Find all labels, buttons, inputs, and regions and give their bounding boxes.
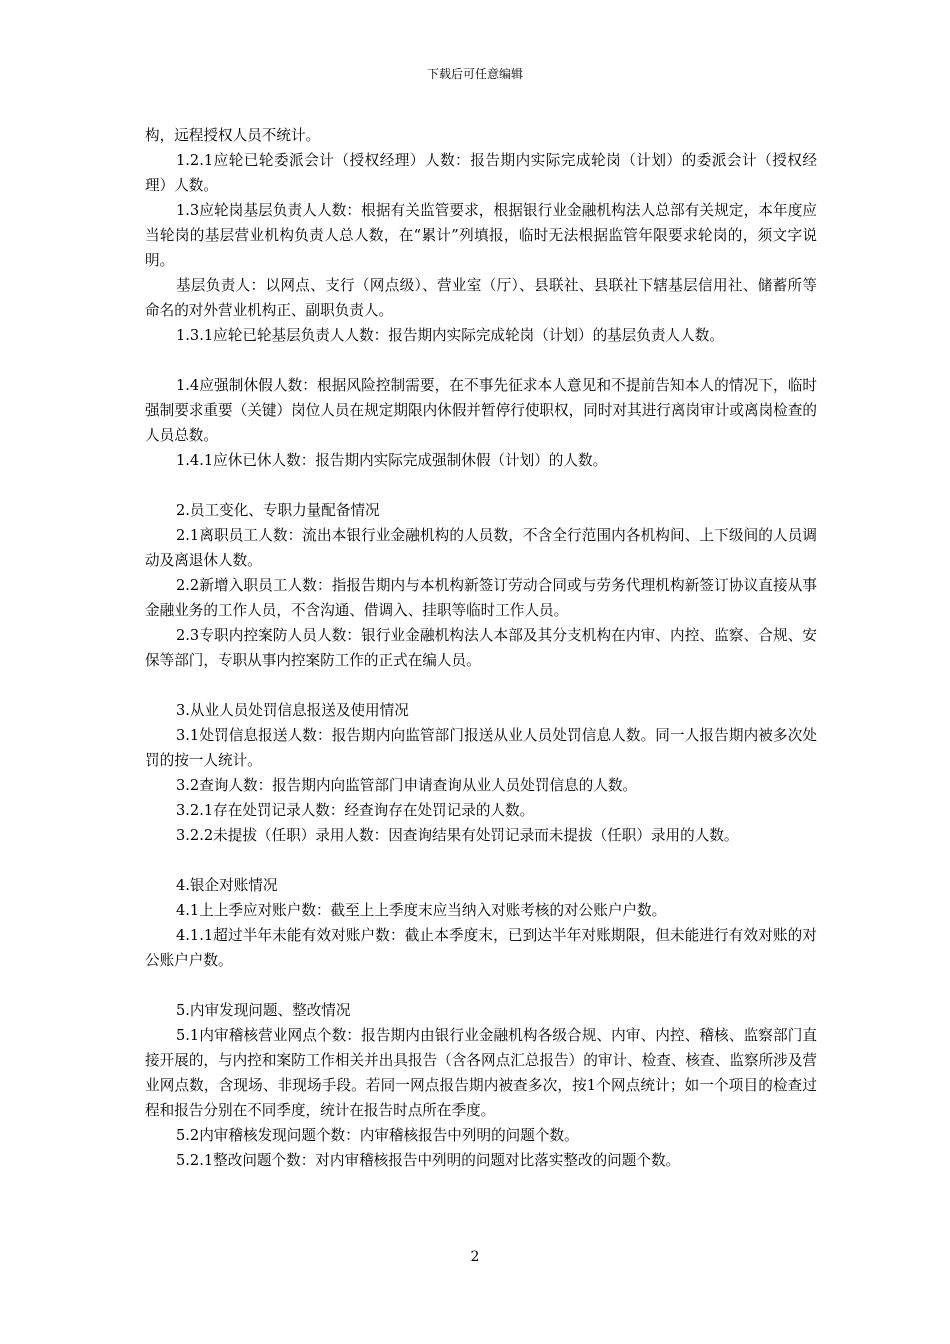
paragraph: 3.1处罚信息报送人数：报告期内向监管部门报送从业人员处罚信息人数。同一人报告期内被多次处罚的按一人统计。 <box>145 727 817 769</box>
paragraph: 基层负责人：以网点、支行（网点级）、营业室（厅）、县联社、县联社下辖基层信用社、储蓄所等命名的对外营业机构正、副职负责人。 <box>145 277 817 319</box>
paragraph: 3.2.1存在处罚记录人数：经查询存在处罚记录的人数。 <box>176 802 535 819</box>
section-heading: 5.内审发现问题、整改情况 <box>176 1002 351 1019</box>
paragraph: 1.4应强制休假人数：根据风险控制需要，在不事先征求本人意见和不提前告知本人的情况下，临时强制要求重要（关键）岗位人员在规定期限内休假并暂停行使职权，同时对其进行离岗审计或离岗检查的人员总数。 <box>145 377 817 444</box>
paragraph: 2.3专职内控案防人员人数：银行业金融机构法人本部及其分支机构在内审、内控、监察、合规、安保等部门，专职从事内控案防工作的正式在编人员。 <box>145 627 817 669</box>
paragraph: 1.3.1应轮已轮基层负责人人数：报告期内实际完成轮岗（计划）的基层负责人人数。 <box>176 327 724 344</box>
document-body <box>145 123 817 1173</box>
paragraph: 4.1上上季应对账户数：截至上上季度末应当纳入对账考核的对公账户户数。 <box>176 902 667 919</box>
paragraph: 1.3应轮岗基层负责人人数：根据有关监管要求，根据银行业金融机构法人总部有关规定，本年度应当轮岗的基层营业机构负责人总人数，在“累计”列填报，临时无法根据监管年限要求轮岗的，须文字说明。 <box>145 202 817 269</box>
paragraph: 4.1.1超过半年未能有效对账户数：截止本季度末，已到达半年对账期限，但未能进行有效对账的对公账户户数。 <box>145 927 817 969</box>
paragraph: 3.2查询人数：报告期内向监管部门申请查询从业人员处罚信息的人数。 <box>176 777 638 794</box>
section-heading: 3.从业人员处罚信息报送及使用情况 <box>176 702 409 719</box>
page-header: 下载后可任意编辑 <box>426 67 523 81</box>
page-number: 2 <box>470 1249 480 1265</box>
paragraph: 2.2新增入职员工人数：指报告期内与本机构新签订劳动合同或与劳务代理机构新签订协议直接从事金融业务的工作人员，不含沟通、借调入、挂职等临时工作人员。 <box>145 577 817 619</box>
section-heading: 4.银企对账情况 <box>176 877 278 894</box>
paragraph: 2.1离职员工人数：流出本银行业金融机构的人员数，不含全行范围内各机构间、上下级间的人员调动及离退休人数。 <box>145 527 817 569</box>
paragraph: 5.2内审稽核发现问题个数：内审稽核报告中列明的问题个数。 <box>176 1127 579 1144</box>
paragraph: 1.4.1应休已休人数：报告期内实际完成强制休假（计划）的人数。 <box>176 452 608 469</box>
paragraph: 3.2.2未提拔（任职）录用人数：因查询结果有处罚记录而未提拔（任职）录用的人数。 <box>176 827 739 844</box>
paragraph: 5.2.1整改问题个数：对内审稽核报告中列明的问题对比落实整改的问题个数。 <box>176 1152 681 1169</box>
paragraph: 5.1内审稽核营业网点个数：报告期内由银行业金融机构各级合规、内审、内控、稽核、监察部门直接开展的，与内控和案防工作相关并出具报告（含各网点汇总报告）的审计、检查、核查、监察所涉及营业网点数，含现场、非现场手段。若同一网点报告期内被查多次，按1个网点统计；如一个项目的检查过程和报告分别在不同季度，统计在报告时点所在季度。 <box>145 1027 817 1119</box>
paragraph: 1.2.1应轮已轮委派会计（授权经理）人数：报告期内实际完成轮岗（计划）的委派会计（授权经理）人数。 <box>145 152 817 194</box>
paragraph: 构，远程授权人员不统计。 <box>145 127 321 144</box>
section-heading: 2.员工变化、专职力量配备情况 <box>176 502 380 519</box>
